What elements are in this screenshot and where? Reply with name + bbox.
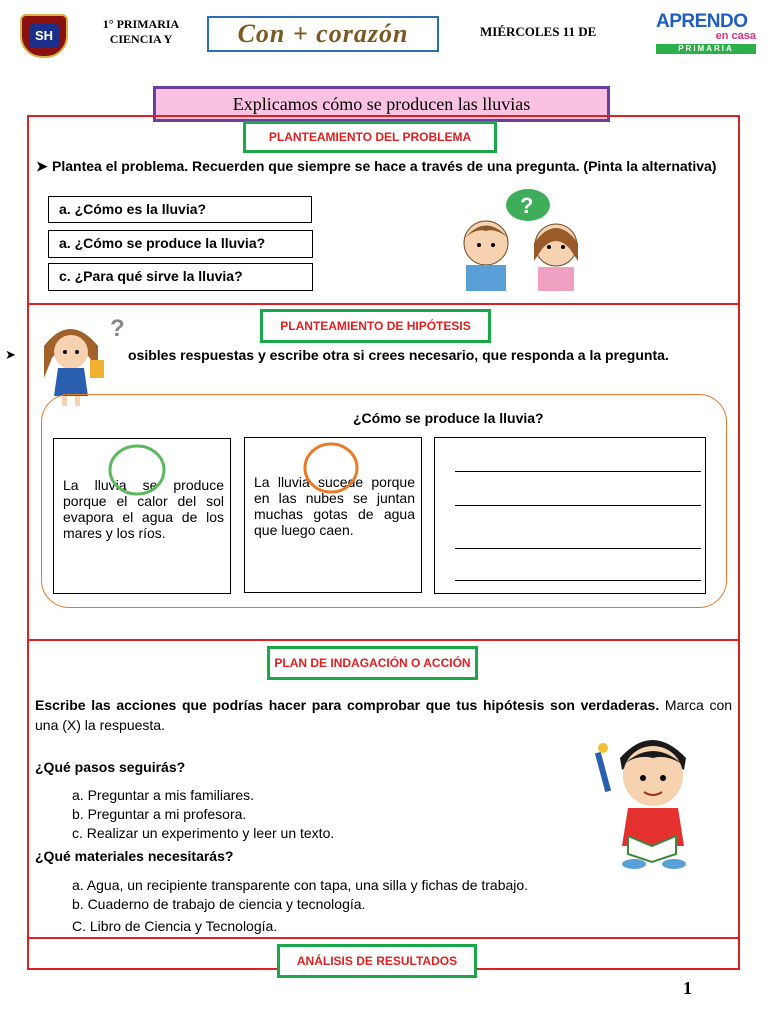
svg-text:?: ? (520, 193, 534, 218)
section-hypothesis-label: PLANTEAMIENTO DE HIPÓTESIS (260, 309, 491, 343)
arrow-bullet-icon: ➤ (36, 158, 48, 174)
step-b[interactable]: b. Preguntar a mi profesora. (72, 806, 247, 822)
write-line (455, 580, 701, 581)
section-results-label: ANÁLISIS DE RESULTADOS (277, 944, 477, 978)
aprendo-bar: PRIMARIA (656, 44, 756, 54)
boy-icon (464, 221, 508, 291)
question-bubble-icon (506, 189, 550, 221)
children-thinking-illustration (456, 183, 598, 291)
course-grade: 1° PRIMARIA (102, 17, 180, 31)
material-b[interactable]: b. Cuaderno de trabajo de ciencia y tecnología. (72, 896, 366, 912)
page-number: 1 (683, 978, 692, 998)
question-mark-icon: ? (110, 315, 125, 342)
header-date: MIÉRCOLES 11 DE (480, 24, 597, 39)
hypothesis-answer-own[interactable] (434, 437, 706, 594)
girl-thinking-illustration (32, 312, 134, 406)
option-b[interactable]: a. ¿Cómo se produce la lluvia? (48, 230, 313, 258)
course-label (96, 17, 186, 47)
aprendo-word: APRENDO (656, 11, 748, 32)
girl-icon (534, 224, 578, 291)
aprendo-en-casa-logo (656, 13, 756, 53)
hypothesis-answer-1[interactable]: La lluvia se produce porque el calor del sol evapora el agua de los mares y los ríos. (53, 438, 231, 594)
material-c[interactable]: C. Libro de Ciencia y Tecnología. (72, 918, 278, 934)
boy-reading-illustration (594, 728, 710, 870)
problem-instruction-text: Plantea el problema. Recuerden que siempre se hace a través de una pregunta. (Pinta la alternativa) (52, 158, 717, 174)
pencil-icon (595, 752, 611, 792)
brand-banner (207, 16, 439, 52)
arrow-bullet-icon: ➤ (5, 347, 16, 362)
write-line (455, 505, 701, 506)
orange-circle-mark (303, 442, 359, 494)
material-a[interactable]: a. Agua, un recipiente transparente con tapa, una silla y fichas de trabajo. (72, 877, 529, 893)
school-logo (20, 14, 68, 58)
section-plan-label: PLAN DE INDAGACIÓN O ACCIÓN (267, 646, 478, 680)
step-c[interactable]: c. Realizar un experimento y leer un texto. (72, 825, 335, 841)
option-a[interactable]: a. ¿Cómo es la lluvia? (48, 196, 312, 223)
write-line (455, 548, 701, 549)
plan-instruction-rest: Marca con una (X) la respuesta. (35, 697, 733, 733)
steps-question: ¿Qué pasos seguirás? (35, 759, 186, 775)
option-c[interactable]: c. ¿Para qué sirve la lluvia? (48, 263, 313, 291)
plan-instruction-bold: Escribe las acciones que podrías hacer para comprobar que tus hipótesis son verdaderas. (35, 697, 660, 713)
green-circle-mark (108, 444, 166, 496)
aprendo-sub: en casa (715, 30, 756, 42)
hypothesis-question: ¿Cómo se produce la lluvia? (353, 410, 544, 426)
course-subject: CIENCIA Y (109, 32, 173, 46)
hypothesis-answer-2[interactable]: La lluvia sucede porque en las nubes se juntan muchas gotas de agua que luego caen. (244, 437, 422, 593)
school-logo-text: SH (29, 24, 59, 48)
brand-text: Con + corazón (237, 19, 409, 48)
section-problem-label: PLANTEAMIENTO DEL PROBLEMA (243, 121, 497, 153)
problem-instruction (36, 157, 732, 175)
write-line (455, 471, 701, 472)
page-title: Explicamos cómo se producen las lluvias (153, 86, 610, 122)
hypothesis-instruction: osibles respuestas y escribe otra si crees necesario, que responda a la pregunta. (128, 347, 669, 363)
materials-question: ¿Qué materiales necesitarás? (35, 848, 234, 864)
step-a[interactable]: a. Preguntar a mis familiares. (72, 787, 255, 803)
